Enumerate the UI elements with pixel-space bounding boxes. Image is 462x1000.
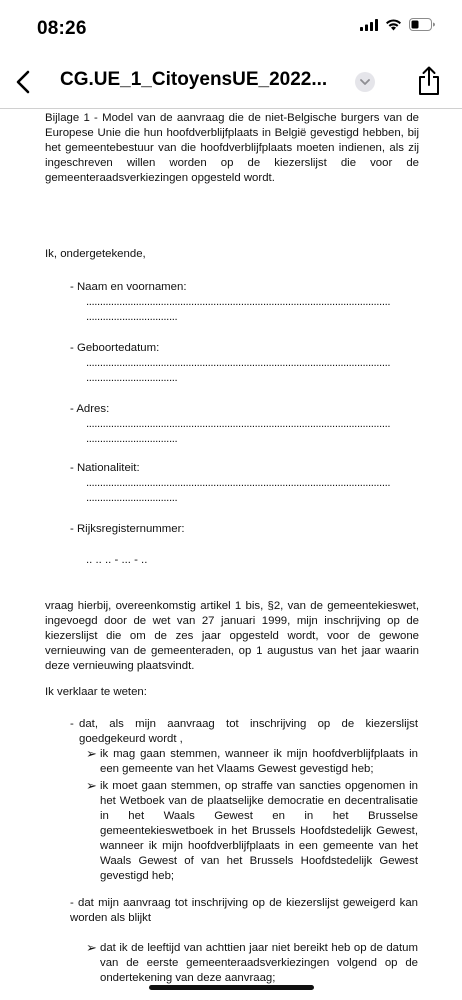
field-label-address: - Adres:	[70, 403, 110, 415]
sub-point-3: dat ik de leeftijd van achttien jaar niet bereikt heb op de datum van de eerste gemeenteraadsverkiezingen volgend op de ondertekening van deze aanvraag;	[100, 942, 418, 984]
field-dots-nationality-2: .................................	[86, 492, 178, 504]
sub-point-2: ik moet gaan stemmen, op straffe van sancties opgenomen in het Wetboek van de plaatselijke democratie en decentralisatie in het Waals Gewest en in het Brusselse gemeentekieswetboek in het Brussels Hoofdstedelijk Gewest, wanneer ik mijn hoofdverblijfplaats in een gemeente van het Waals Gewest of van het Brussels Hoofdstedelijk Gewest gevestigd heb;	[100, 780, 418, 882]
status-icons	[360, 18, 436, 36]
share-button[interactable]	[414, 64, 444, 98]
field-dots-name: ..............................................................................................................	[86, 296, 391, 308]
field-label-national-number: - Rijksregisternummer:	[70, 523, 185, 535]
cellular-signal-icon	[360, 18, 378, 36]
arrow-bullet-icon: ➢	[86, 940, 97, 955]
field-label-birthdate: - Geboortedatum:	[70, 342, 160, 354]
status-bar	[0, 0, 462, 56]
undersigned-text: Ik, ondergetekende,	[45, 248, 146, 260]
field-dots-address-2: .................................	[86, 433, 178, 445]
chevron-left-icon	[16, 70, 30, 94]
request-paragraph: vraag hierbij, overeenkomstig artikel 1 bis, §2, van de gemeentekieswet, ingevoegd door de wet van 27 januari 1999, mijn inschrijving op de kiezerslijst die om de zes jaar opgesteld wordt, voor de gewone vernieuwing van de gemeenteraden, op 1 augustus van het jaar waarin deze vernieuwing plaatsvindt.	[45, 600, 419, 672]
field-dots-address: ..............................................................................................................	[86, 418, 391, 430]
declare-heading: Ik verklaar te weten:	[45, 686, 147, 698]
field-label-nationality: - Nationaliteit:	[70, 462, 140, 474]
field-dots-name-2: .................................	[86, 311, 178, 323]
field-label-name: - Naam en voornamen:	[70, 281, 187, 293]
point-1-text: dat, als mijn aanvraag tot inschrijving op de kiezerslijst goedgekeurd wordt ,	[79, 718, 418, 745]
battery-icon	[409, 18, 436, 36]
back-button[interactable]	[8, 66, 38, 98]
share-icon	[417, 66, 441, 96]
national-number-pattern: .. .. .. - ... - ..	[86, 554, 148, 566]
field-dots-nationality: ..............................................................................................................	[86, 477, 391, 489]
arrow-bullet-icon: ➢	[86, 778, 97, 793]
wifi-icon	[385, 18, 402, 36]
document-page[interactable]	[0, 109, 462, 1000]
title-menu-button[interactable]	[355, 72, 375, 92]
field-dots-birthdate-2: .................................	[86, 372, 178, 384]
document-title[interactable]: CG.UE_1_CitoyensUE_2022...	[60, 69, 328, 90]
chevron-down-icon	[360, 79, 370, 85]
document-nav-bar	[0, 56, 462, 109]
status-time: 08:26	[37, 18, 87, 39]
intro-paragraph: Bijlage 1 - Model van de aanvraag die de niet-Belgische burgers van de Europese Unie die hun hoofdverblijfplaats in België gevestigd hebben, bij het gemeentebestuur van die hoofdverblijfplaats moeten indienen, als zij ingeschreven willen worden op de kiezerslijst die voor de gemeenteraadsverkiezingen opgesteld wordt.	[45, 112, 419, 184]
field-dots-birthdate: ..............................................................................................................	[86, 357, 391, 369]
sub-point-1: ik mag gaan stemmen, wanneer ik mijn hoofdverblijfplaats in een gemeente van het Vlaams Gewest gevestigd heb;	[100, 748, 418, 775]
arrow-bullet-icon: ➢	[86, 746, 97, 761]
point-2-text: - dat mijn aanvraag tot inschrijving op de kiezerslijst geweigerd kan worden als blijkt	[70, 897, 418, 924]
home-indicator[interactable]	[149, 985, 314, 990]
point-1-dash: -	[70, 718, 74, 730]
